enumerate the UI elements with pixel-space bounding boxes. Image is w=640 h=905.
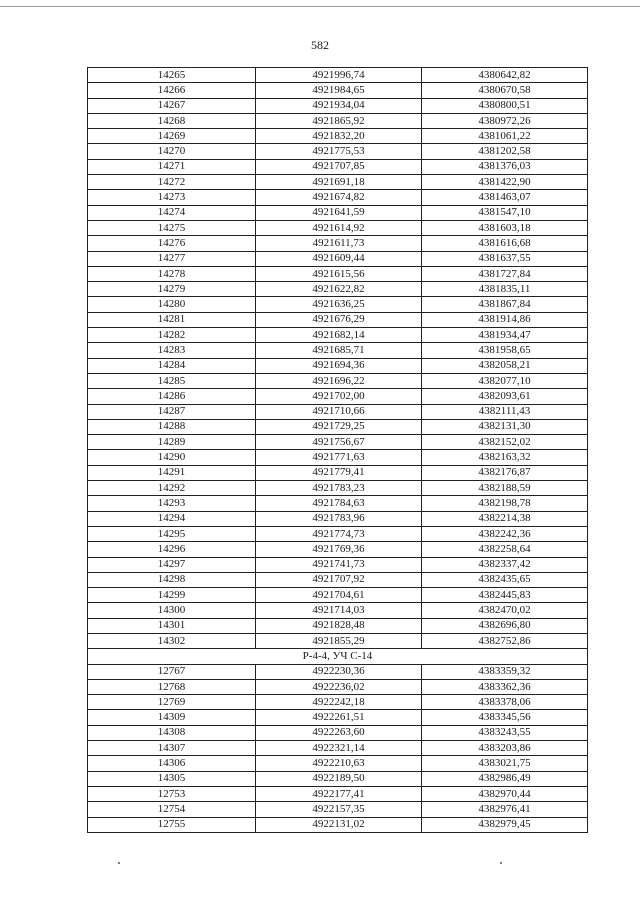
point-number-cell: 14284 [88, 358, 256, 373]
y-coordinate-cell: 4381616,68 [422, 236, 588, 251]
table-row [88, 496, 588, 511]
y-coordinate-cell: 4381463,07 [422, 190, 588, 205]
y-coordinate-cell: 4381914,86 [422, 312, 588, 327]
point-number-cell: 14290 [88, 450, 256, 465]
x-coordinate-cell: 4922321,14 [256, 741, 422, 756]
point-number-cell: 12769 [88, 695, 256, 710]
x-coordinate-cell: 4921784,63 [256, 496, 422, 511]
table-row [88, 389, 588, 404]
y-coordinate-cell: 4383362,36 [422, 679, 588, 694]
point-number-cell: 14305 [88, 771, 256, 786]
x-coordinate-cell: 4921865,92 [256, 113, 422, 128]
x-coordinate-cell: 4921707,92 [256, 572, 422, 587]
table-row [88, 312, 588, 327]
y-coordinate-cell: 4382986,49 [422, 771, 588, 786]
y-coordinate-cell: 4383345,56 [422, 710, 588, 725]
point-number-cell: 12753 [88, 786, 256, 801]
y-coordinate-cell: 4382214,38 [422, 511, 588, 526]
scan-speck [118, 862, 120, 864]
section-heading-row [88, 649, 588, 664]
x-coordinate-cell: 4922157,35 [256, 802, 422, 817]
x-coordinate-cell: 4921609,44 [256, 251, 422, 266]
x-coordinate-cell: 4921855,29 [256, 633, 422, 648]
point-number-cell: 14265 [88, 68, 256, 83]
table-row [88, 526, 588, 541]
y-coordinate-cell: 4381422,90 [422, 175, 588, 190]
y-coordinate-cell: 4383203,86 [422, 741, 588, 756]
point-number-cell: 14294 [88, 511, 256, 526]
x-coordinate-cell: 4921611,73 [256, 236, 422, 251]
y-coordinate-cell: 4383243,55 [422, 725, 588, 740]
point-number-cell: 14307 [88, 741, 256, 756]
y-coordinate-cell: 4382976,41 [422, 802, 588, 817]
table-row [88, 741, 588, 756]
y-coordinate-cell: 4382176,87 [422, 465, 588, 480]
x-coordinate-cell: 4921636,25 [256, 297, 422, 312]
point-number-cell: 14309 [88, 710, 256, 725]
point-number-cell: 14271 [88, 159, 256, 174]
scan-speck [500, 862, 502, 864]
x-coordinate-cell: 4921615,56 [256, 266, 422, 281]
table-row [88, 679, 588, 694]
table-row [88, 588, 588, 603]
table-row [88, 328, 588, 343]
table-row [88, 481, 588, 496]
x-coordinate-cell: 4921775,53 [256, 144, 422, 159]
x-coordinate-cell: 4922177,41 [256, 786, 422, 801]
table-row [88, 220, 588, 235]
y-coordinate-cell: 4382696,80 [422, 618, 588, 633]
table-row [88, 282, 588, 297]
point-number-cell: 12768 [88, 679, 256, 694]
y-coordinate-cell: 4382337,42 [422, 557, 588, 572]
y-coordinate-cell: 4382152,02 [422, 435, 588, 450]
point-number-cell: 14278 [88, 266, 256, 281]
table-row [88, 129, 588, 144]
x-coordinate-cell: 4922189,50 [256, 771, 422, 786]
y-coordinate-cell: 4382970,44 [422, 786, 588, 801]
table-row [88, 542, 588, 557]
x-coordinate-cell: 4921710,66 [256, 404, 422, 419]
x-coordinate-cell: 4921934,04 [256, 98, 422, 113]
table-row [88, 144, 588, 159]
point-number-cell: 14267 [88, 98, 256, 113]
y-coordinate-cell: 4382470,02 [422, 603, 588, 618]
table-row [88, 404, 588, 419]
x-coordinate-cell: 4922230,36 [256, 664, 422, 679]
y-coordinate-cell: 4381202,58 [422, 144, 588, 159]
point-number-cell: 14269 [88, 129, 256, 144]
y-coordinate-cell: 4381958,65 [422, 343, 588, 358]
table-row [88, 205, 588, 220]
table-row [88, 756, 588, 771]
y-coordinate-cell: 4382435,65 [422, 572, 588, 587]
y-coordinate-cell: 4382258,64 [422, 542, 588, 557]
point-number-cell: 14266 [88, 83, 256, 98]
point-number-cell: 14296 [88, 542, 256, 557]
table-row [88, 297, 588, 312]
y-coordinate-cell: 4380670,58 [422, 83, 588, 98]
x-coordinate-cell: 4921702,00 [256, 389, 422, 404]
x-coordinate-cell: 4921704,61 [256, 588, 422, 603]
x-coordinate-cell: 4921641,59 [256, 205, 422, 220]
coordinates-table [87, 67, 588, 833]
table-row [88, 68, 588, 83]
y-coordinate-cell: 4382077,10 [422, 373, 588, 388]
table-row [88, 633, 588, 648]
table-row [88, 159, 588, 174]
x-coordinate-cell: 4921714,03 [256, 603, 422, 618]
y-coordinate-cell: 4383021,75 [422, 756, 588, 771]
x-coordinate-cell: 4921674,82 [256, 190, 422, 205]
section-heading: Р-4-4, УЧ С-14 [88, 649, 588, 664]
point-number-cell: 14275 [88, 220, 256, 235]
point-number-cell: 14270 [88, 144, 256, 159]
point-number-cell: 14281 [88, 312, 256, 327]
table-row [88, 83, 588, 98]
table-row [88, 113, 588, 128]
point-number-cell: 14292 [88, 481, 256, 496]
table-row [88, 603, 588, 618]
y-coordinate-cell: 4382131,30 [422, 419, 588, 434]
point-number-cell: 14302 [88, 633, 256, 648]
point-number-cell: 14291 [88, 465, 256, 480]
point-number-cell: 12754 [88, 802, 256, 817]
y-coordinate-cell: 4382188,59 [422, 481, 588, 496]
table-row [88, 664, 588, 679]
table-row [88, 450, 588, 465]
x-coordinate-cell: 4921783,96 [256, 511, 422, 526]
page-number: 582 [311, 38, 329, 52]
x-coordinate-cell: 4921729,25 [256, 419, 422, 434]
point-number-cell: 14298 [88, 572, 256, 587]
x-coordinate-cell: 4921696,22 [256, 373, 422, 388]
table-row [88, 190, 588, 205]
y-coordinate-cell: 4382163,32 [422, 450, 588, 465]
point-number-cell: 14273 [88, 190, 256, 205]
y-coordinate-cell: 4382111,43 [422, 404, 588, 419]
x-coordinate-cell: 4921622,82 [256, 282, 422, 297]
point-number-cell: 12755 [88, 817, 256, 832]
table-row [88, 419, 588, 434]
x-coordinate-cell: 4921756,67 [256, 435, 422, 450]
point-number-cell: 14268 [88, 113, 256, 128]
point-number-cell: 14289 [88, 435, 256, 450]
x-coordinate-cell: 4922210,63 [256, 756, 422, 771]
x-coordinate-cell: 4921682,14 [256, 328, 422, 343]
table-row [88, 786, 588, 801]
x-coordinate-cell: 4921685,71 [256, 343, 422, 358]
point-number-cell: 14285 [88, 373, 256, 388]
point-number-cell: 14272 [88, 175, 256, 190]
x-coordinate-cell: 4921774,73 [256, 526, 422, 541]
y-coordinate-cell: 4382058,21 [422, 358, 588, 373]
x-coordinate-cell: 4921779,41 [256, 465, 422, 480]
y-coordinate-cell: 4381061,22 [422, 129, 588, 144]
y-coordinate-cell: 4382752,86 [422, 633, 588, 648]
table-row [88, 98, 588, 113]
x-coordinate-cell: 4921707,85 [256, 159, 422, 174]
table-row [88, 435, 588, 450]
table-row [88, 618, 588, 633]
point-number-cell: 14301 [88, 618, 256, 633]
y-coordinate-cell: 4383359,32 [422, 664, 588, 679]
top-scan-rule [0, 6, 640, 7]
point-number-cell: 14295 [88, 526, 256, 541]
y-coordinate-cell: 4381934,47 [422, 328, 588, 343]
x-coordinate-cell: 4922131,02 [256, 817, 422, 832]
point-number-cell: 14308 [88, 725, 256, 740]
table-row [88, 465, 588, 480]
y-coordinate-cell: 4381727,84 [422, 266, 588, 281]
table-row [88, 572, 588, 587]
y-coordinate-cell: 4381547,10 [422, 205, 588, 220]
x-coordinate-cell: 4921783,23 [256, 481, 422, 496]
y-coordinate-cell: 4381603,18 [422, 220, 588, 235]
y-coordinate-cell: 4382093,61 [422, 389, 588, 404]
y-coordinate-cell: 4380800,51 [422, 98, 588, 113]
point-number-cell: 14274 [88, 205, 256, 220]
table-row [88, 251, 588, 266]
x-coordinate-cell: 4922236,02 [256, 679, 422, 694]
x-coordinate-cell: 4921694,36 [256, 358, 422, 373]
point-number-cell: 14280 [88, 297, 256, 312]
x-coordinate-cell: 4921771,63 [256, 450, 422, 465]
table-row [88, 343, 588, 358]
x-coordinate-cell: 4921741,73 [256, 557, 422, 572]
point-number-cell: 14287 [88, 404, 256, 419]
point-number-cell: 14299 [88, 588, 256, 603]
table-row [88, 710, 588, 725]
point-number-cell: 14279 [88, 282, 256, 297]
y-coordinate-cell: 4381867,84 [422, 297, 588, 312]
point-number-cell: 14283 [88, 343, 256, 358]
point-number-cell: 14306 [88, 756, 256, 771]
point-number-cell: 14288 [88, 419, 256, 434]
y-coordinate-cell: 4381376,03 [422, 159, 588, 174]
table-row [88, 725, 588, 740]
x-coordinate-cell: 4921832,20 [256, 129, 422, 144]
x-coordinate-cell: 4922242,18 [256, 695, 422, 710]
table-row [88, 175, 588, 190]
point-number-cell: 14297 [88, 557, 256, 572]
y-coordinate-cell: 4382198,78 [422, 496, 588, 511]
x-coordinate-cell: 4921996,74 [256, 68, 422, 83]
table-row [88, 511, 588, 526]
point-number-cell: 14293 [88, 496, 256, 511]
point-number-cell: 14277 [88, 251, 256, 266]
x-coordinate-cell: 4922261,51 [256, 710, 422, 725]
point-number-cell: 14276 [88, 236, 256, 251]
x-coordinate-cell: 4921676,29 [256, 312, 422, 327]
x-coordinate-cell: 4921691,18 [256, 175, 422, 190]
table-row [88, 802, 588, 817]
x-coordinate-cell: 4922263,60 [256, 725, 422, 740]
point-number-cell: 14286 [88, 389, 256, 404]
table-row [88, 817, 588, 832]
table-row [88, 557, 588, 572]
table-row [88, 266, 588, 281]
y-coordinate-cell: 4382242,36 [422, 526, 588, 541]
y-coordinate-cell: 4382979,45 [422, 817, 588, 832]
table-row [88, 236, 588, 251]
table-row [88, 695, 588, 710]
y-coordinate-cell: 4383378,06 [422, 695, 588, 710]
y-coordinate-cell: 4381637,55 [422, 251, 588, 266]
point-number-cell: 14300 [88, 603, 256, 618]
x-coordinate-cell: 4921769,36 [256, 542, 422, 557]
table-row [88, 771, 588, 786]
y-coordinate-cell: 4382445,83 [422, 588, 588, 603]
x-coordinate-cell: 4921984,65 [256, 83, 422, 98]
point-number-cell: 14282 [88, 328, 256, 343]
table-row [88, 373, 588, 388]
coordinates-table-body [88, 68, 588, 833]
y-coordinate-cell: 4380972,26 [422, 113, 588, 128]
x-coordinate-cell: 4921614,92 [256, 220, 422, 235]
table-row [88, 358, 588, 373]
x-coordinate-cell: 4921828,48 [256, 618, 422, 633]
y-coordinate-cell: 4381835,11 [422, 282, 588, 297]
y-coordinate-cell: 4380642,82 [422, 68, 588, 83]
point-number-cell: 12767 [88, 664, 256, 679]
